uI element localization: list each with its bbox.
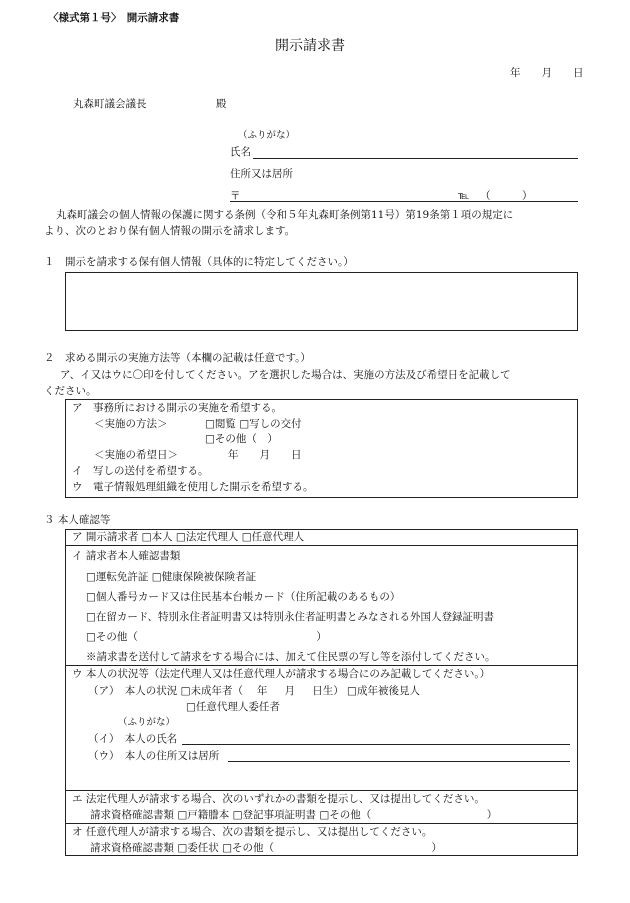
option-b[interactable]: イ 写しの送付を希望する。 — [72, 465, 209, 477]
option-c[interactable]: ウ 電子情報処理組織を使用した開示を希望する。 — [72, 481, 314, 493]
method-option-2[interactable]: □その他（ ） — [205, 433, 278, 445]
applicant-address-label: 住所又は居所 — [230, 168, 293, 180]
intro-line-1: 丸森町議会の個人情報の保護に関する条例（令和５年丸森町条例第11号）第19条第１項の規定に — [56, 209, 514, 221]
intro-line-2: より、次のとおり保有個人情報の開示を請求します。 — [44, 225, 296, 237]
requester-type[interactable]: ア 開示請求者 □本人 □法定代理人 □任意代理人 — [72, 531, 305, 543]
divider — [65, 790, 578, 791]
requested-info-field[interactable] — [65, 272, 578, 331]
legal-agent-docs[interactable]: 請求資格確認書類 □戸籍謄本 □登記事項証明書 □その他（ ） — [90, 809, 498, 821]
principal-status-title: ウ 本人の状況等（法定代理人又は任意代理人が請求する場合にのみ記載してください。） — [72, 668, 491, 680]
tel-label: ℡ — [458, 190, 470, 202]
form-number: 〈様式第１号〉 開示請求書 — [48, 12, 180, 24]
section2-heading: ２ 求める開示の実施方法等（本欄の記載は任意です。） — [44, 352, 311, 364]
principal-address-label: （ウ） 本人の住所又は居所 — [88, 750, 220, 762]
addressee: 丸森町議会議長 — [73, 98, 147, 110]
applicant-name-field[interactable] — [253, 158, 578, 159]
option-a[interactable]: ア 事務所における開示の実施を希望する。 — [72, 402, 282, 414]
identity-doc-other[interactable]: □その他（ ） — [86, 631, 327, 643]
page-title: 開示請求書 — [275, 38, 345, 54]
section3-heading: ３ 本人確認等 — [44, 514, 111, 526]
principal-name-field[interactable] — [182, 744, 570, 745]
divider — [65, 823, 578, 824]
principal-name-label: （イ） 本人の氏名 — [88, 733, 178, 745]
applicant-furigana: （ふりがな） — [238, 130, 296, 141]
principal-status-delegator[interactable]: □任意代理人委任者 — [186, 701, 280, 713]
identity-docs-title: イ 請求者本人確認書類 — [72, 550, 181, 562]
method-option-1[interactable]: □閲覧 □写しの交付 — [205, 418, 302, 430]
principal-furigana: （ふりがな） — [118, 717, 176, 728]
voluntary-agent-docs[interactable]: 請求資格確認書類 □委任状 □その他（ ） — [90, 842, 443, 854]
preferred-date-label: ＜実施の希望日＞ — [94, 449, 178, 461]
identity-doc-2[interactable]: □個人番号カード又は住民基本台帳カード（住所記載のあるもの） — [86, 591, 401, 603]
voluntary-agent-title: オ 任意代理人が請求する場合、次の書類を提示し、又は提出してください。 — [72, 826, 433, 838]
preferred-date-value[interactable]: 年 月 日 — [228, 449, 302, 461]
legal-agent-title: エ 法定代理人が請求する場合、次のいずれかの書類を提示し、又は提出してください。 — [72, 793, 485, 805]
principal-address-field[interactable] — [228, 761, 570, 762]
tel-paren: （ ） — [480, 190, 533, 202]
identity-doc-1[interactable]: □運転免許証 □健康保険被保険者証 — [86, 571, 257, 583]
divider — [65, 545, 578, 546]
section2-note-1: ア、イ又はウに〇印を付してください。アを選択した場合は、実施の方法及び希望日を記載して — [60, 369, 511, 381]
method-label: ＜実施の方法＞ — [94, 418, 168, 430]
honorific: 殿 — [216, 98, 227, 110]
divider — [65, 665, 578, 666]
identity-note: ※請求書を送付して請求をする場合には、加えて住民票の写し等を添付してください。 — [86, 651, 496, 663]
identity-doc-3[interactable]: □在留カード、特別永住者証明書又は特別永住者証明書とみなされる外国人登録証明書 — [86, 611, 494, 623]
date-field: 年 月 日 — [510, 67, 584, 79]
section2-note-2: ください。 — [44, 385, 97, 397]
applicant-name-label: 氏名 — [230, 146, 251, 158]
postal-mark: 〒 — [230, 190, 241, 202]
section1-heading: １ 開示を請求する保有個人情報（具体的に特定してください。） — [44, 256, 354, 268]
applicant-address-field[interactable] — [230, 201, 578, 202]
principal-status[interactable]: （ア） 本人の状況 □未成年者（ 年 月 日生） □成年被後見人 — [88, 685, 420, 697]
